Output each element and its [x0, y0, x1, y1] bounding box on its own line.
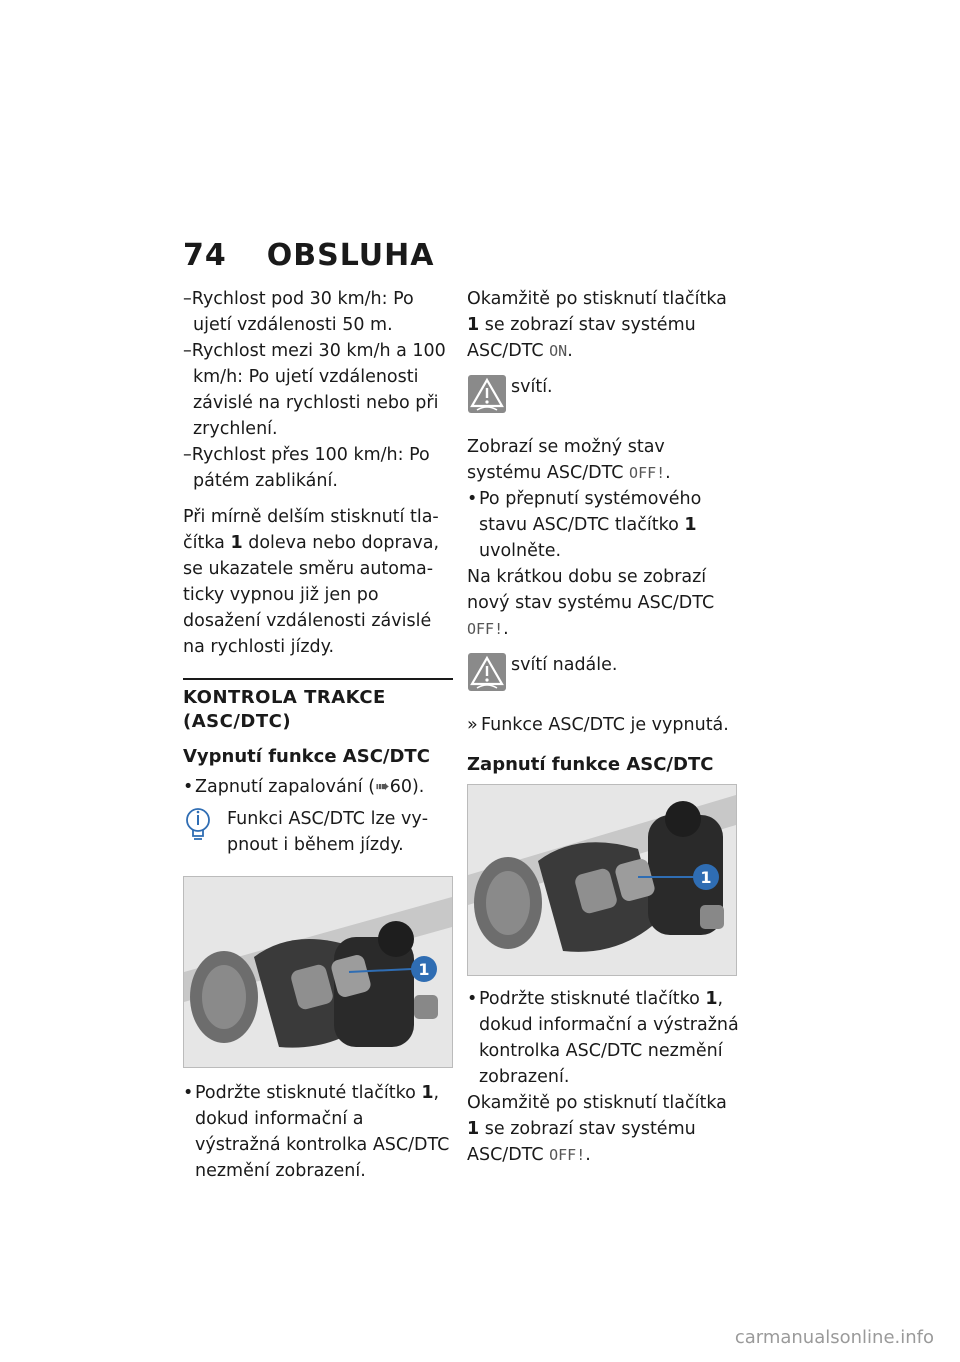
info-note	[183, 806, 453, 858]
subsection-title: Zapnutí funkce ASC/DTC	[467, 754, 714, 775]
list-item: • Podržte stisknuté tlačítko 1, dokud informační a výstražná kontrolka ASC/DTC nezmění zobrazení.	[183, 1080, 453, 1184]
subsection-title: Vypnutí funkce ASC/DTC	[183, 746, 430, 767]
section-divider	[183, 678, 453, 680]
paragraph: Okamžitě po stisknutí tlačítka 1 se zobrazí stav systému ASC/DTC OFF!.	[467, 1093, 727, 1165]
paragraph: Při mírně delším stisknutí tlačítka 1 doleva nebo doprava, se ukazatele směru automaticky vypnou již jen po dosažení vzdálenosti závislé na rychlosti jízdy.	[183, 507, 440, 657]
warning-light-row	[467, 652, 742, 700]
warning-text: svítí nadále.	[511, 655, 618, 675]
note-text: Funkci ASC/DTC lze vypnout i během jízdy.	[227, 809, 429, 855]
page-reference-arrow-icon: ➠	[375, 777, 390, 797]
handlebar-switch-photo	[183, 876, 453, 1068]
paragraph: Na krátkou dobu se zobrazí nový stav systému ASC/DTC OFF!.	[467, 567, 715, 639]
page-number: 74	[183, 238, 227, 273]
section-title: KONTROLA TRAKCE (ASC/DTC)	[183, 687, 386, 732]
list-item: • Po přepnutí systémového stavu ASC/DTC tlačítko 1 uvolněte.	[467, 486, 742, 564]
list-item: –Rychlost přes 100 km/h: Po pátém zablikání.	[183, 445, 430, 491]
asc-dtc-warning-icon	[467, 652, 511, 700]
asc-dtc-warning-icon	[467, 374, 511, 422]
warning-light-row	[467, 374, 742, 422]
watermark: carmanualsonline.info	[734, 1327, 934, 1348]
result-item: » Funkce ASC/DTC je vypnutá.	[467, 712, 742, 738]
left-column	[183, 286, 453, 1184]
info-bulb-icon	[183, 806, 227, 858]
warning-text: svítí.	[511, 377, 553, 397]
paragraph: Zobrazí se možný stav systému ASC/DTC OFF!.	[467, 437, 671, 483]
page-header	[183, 238, 434, 273]
list-item: • Podržte stisknuté tlačítko 1, dokud informační a výstražná kontrolka ASC/DTC nezmění zobrazení.	[467, 986, 742, 1090]
handlebar-switch-photo	[467, 784, 737, 976]
callout-number: 1	[700, 868, 712, 887]
callout-number: 1	[418, 960, 430, 979]
list-item: –Rychlost pod 30 km/h: Po ujetí vzdálenosti 50 m.	[183, 289, 414, 335]
page-title: OBSLUHA	[266, 238, 435, 273]
right-column	[467, 286, 742, 1178]
list-item: • Zapnutí zapalování (➠60).	[183, 774, 453, 800]
list-item: –Rychlost mezi 30 km/h a 100 km/h: Po ujetí vzdálenosti závislé na rychlosti nebo při zrychlení.	[183, 341, 446, 439]
paragraph: Okamžitě po stisknutí tlačítka 1 se zobrazí stav systému ASC/DTC ON.	[467, 289, 727, 361]
